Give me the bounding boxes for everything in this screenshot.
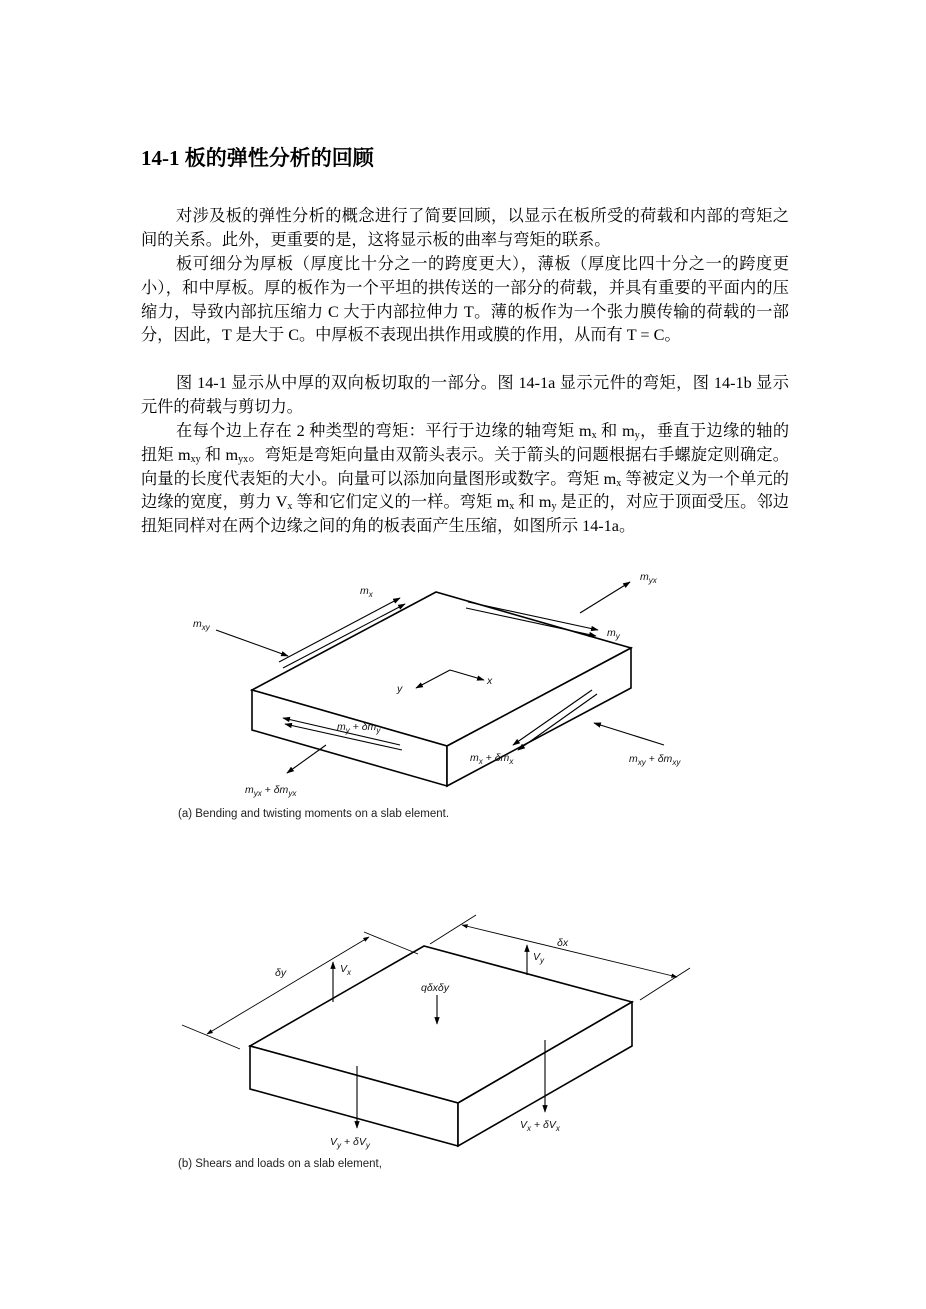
figure-b-caption: (b) Shears and loads on a slab element, <box>178 1158 382 1170</box>
label-axis-y: y <box>397 683 403 695</box>
label-dy: δy <box>275 967 287 979</box>
label-mxy-dmxy: $m_{xy} + \delta m_{xy}$ <box>629 753 681 767</box>
figure-a-caption: (a) Bending and twisting moments on a slab element. <box>178 808 450 820</box>
label-mx: $m_x$ <box>360 585 373 599</box>
label-vx-dvx: $V_x + \delta V_x$ <box>520 1119 560 1133</box>
paragraph-4: 在每个边上存在 2 种类型的弯矩：平行于边缘的轴弯矩 $m_x$ 和 $m_y$，垂直于边缘的轴的扭矩 $m_{xy}$ 和 $m_{yx}$。弯矩是弯矩向量由双箭头表示。关于箭头的问题根据右手螺旋定则确定。向量的长度代表矩的大小。向量可以添加向量图形或数字。弯矩 $m_x$ 等被定义为一个单元的边缘的宽度，剪力 $V_x$ 等和它们定义的一样。弯矩 $m_x$ 和 $m_y$ 是正的，对应于顶面受压。邻边扭矩同样对在两个边缘之间的角的板表面产生压缩，如图所示 14-1a。 <box>141 422 790 536</box>
paragraph-1: 对涉及板的弹性分析的概念进行了简要回顾，以显示在板所受的荷载和内部的弯矩之间的关系。此外，更重要的是，这将显示板的曲率与弯矩的联系。 <box>141 207 789 249</box>
label-mx-dmx: $m_x + \delta m_x$ <box>470 752 514 766</box>
label-my-dmy: $m_y + \delta m_y$ <box>337 721 381 735</box>
label-vy-dvy: $V_y + \delta V_y$ <box>330 1136 370 1150</box>
label-myx-dmyx: $m_{yx} + \delta m_{yx}$ <box>245 784 297 798</box>
label-vx: $V_x$ <box>340 963 352 977</box>
label-myx: $m_{yx}$ <box>640 571 657 585</box>
section-title: 14-1 板的弹性分析的回顾 <box>141 146 374 170</box>
label-load: qδxδy <box>421 982 450 994</box>
paragraph-2: 板可细分为厚板（厚度比十分之一的跨度更大），薄板（厚度比四十分之一的跨度更小），和中厚板。厚的板作为一个平坦的拱传送的一部分的荷载，并具有重要的平面内的压缩力，导致内部抗压缩力 C 大于内部拉伸力 T。薄的板作为一个张力膜传输的荷载的一部分，因此，T 是大于 C。中厚板不表现出拱作用或膜的作用，从而有 T = C。 <box>141 255 789 345</box>
label-dx: δx <box>557 937 569 949</box>
paragraph-3: 图 14-1 显示从中厚的双向板切取的一部分。图 14-1a 显示元件的弯矩，图 14-1b 显示元件的荷载与剪切力。 <box>141 374 789 416</box>
label-my: $m_y$ <box>607 627 620 641</box>
label-vy: $V_y$ <box>533 951 545 965</box>
figure-b-slab <box>250 946 632 1146</box>
label-axis-x: x <box>487 675 493 687</box>
label-mxy: $m_{xy}$ <box>193 618 210 632</box>
